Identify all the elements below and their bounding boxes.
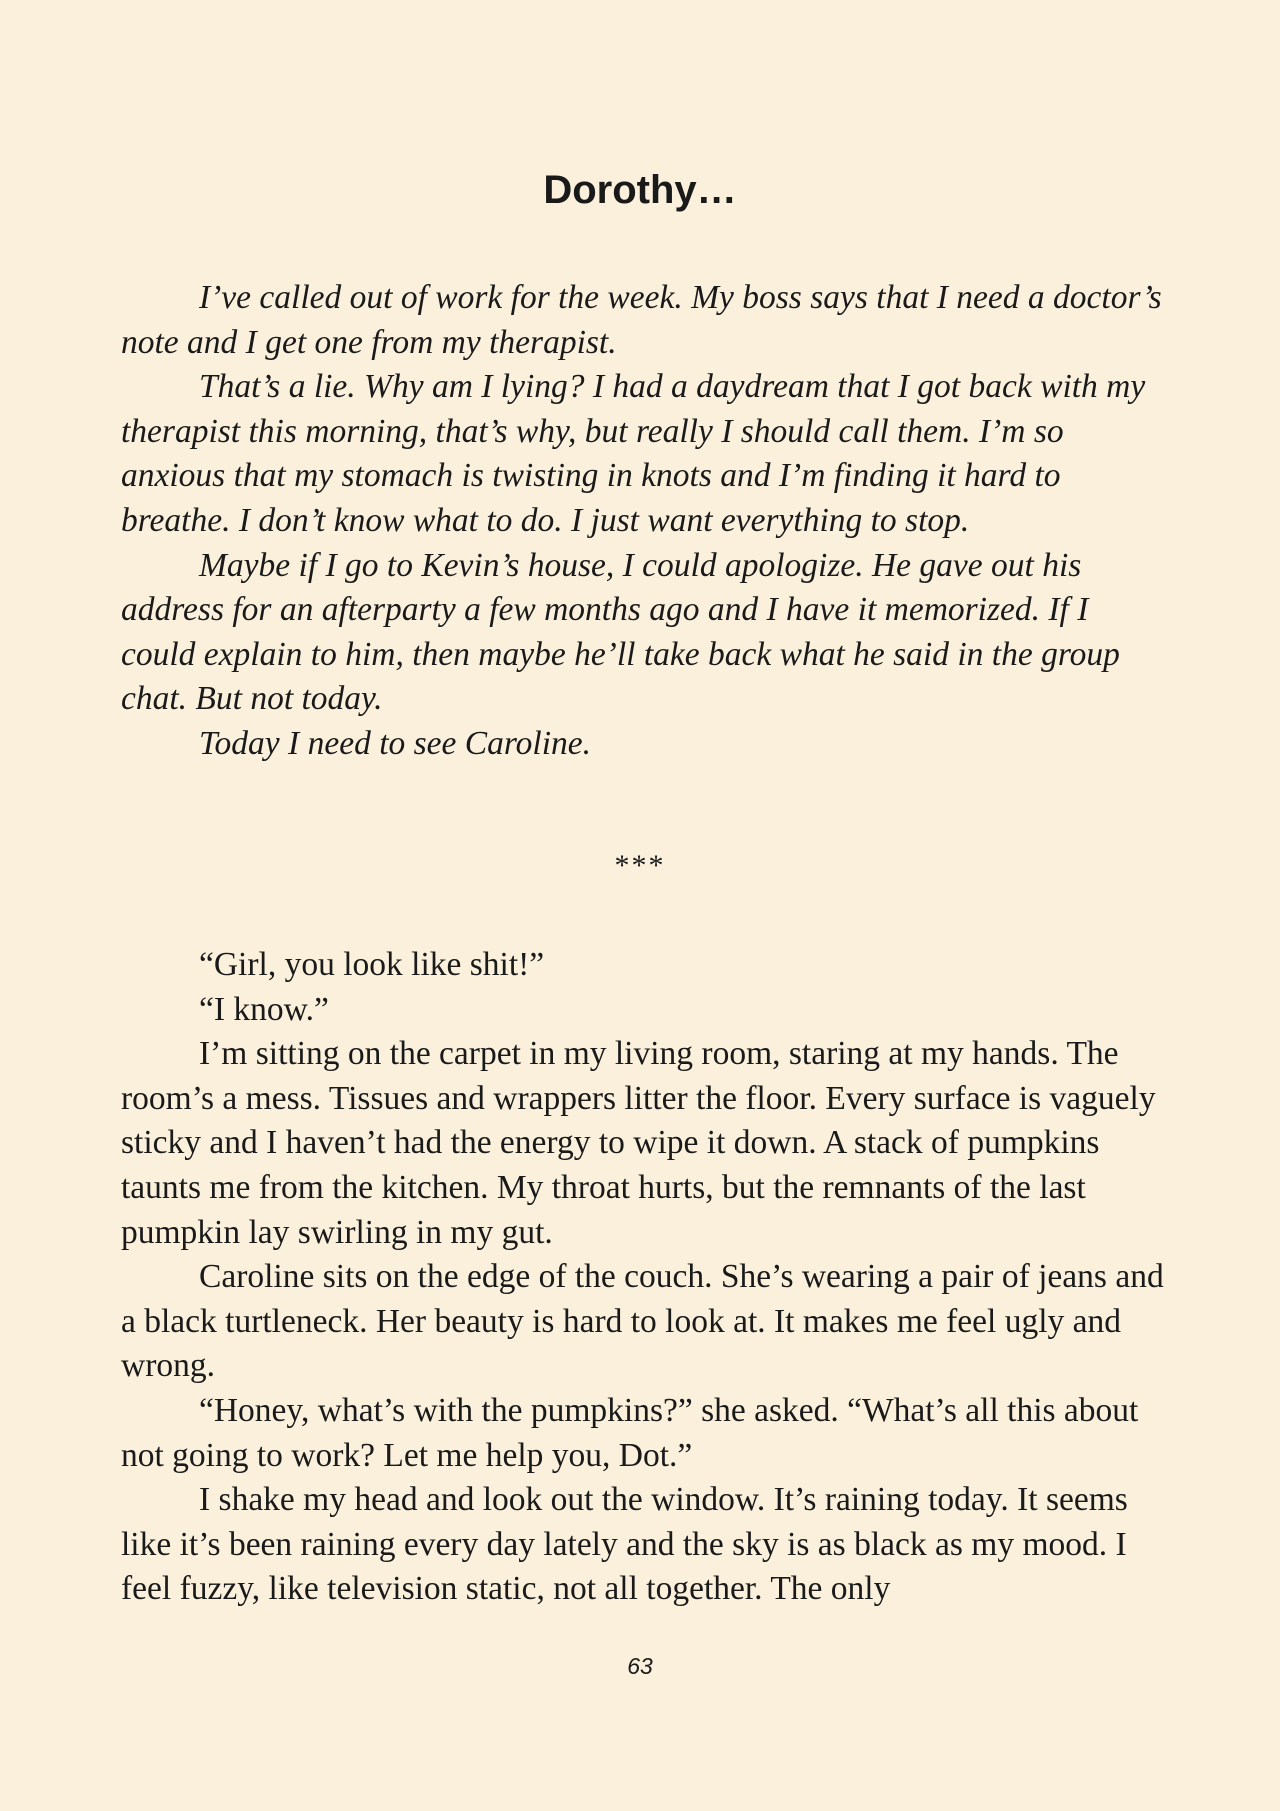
narrative-paragraph: I’m sitting on the carpet in my living room, staring at my hands. The room’s a mess. Tissues and wrappers litter the floor. Every surface is vaguely sticky and I haven’t had the energy to wipe it down. A stack of pumpkins taunts me from the kitchen. My throat hurts, but the remnants of the last pumpkin lay swirling in my gut. (121, 1035, 1156, 1251)
scene-break: *** (614, 849, 666, 882)
journal-paragraph: I’ve called out of work for the week. My boss says that I need a doctor’s note and I get one from my therapist. (121, 279, 1162, 361)
narrative-paragraph: “Girl, you look like shit!” (199, 946, 545, 983)
narrative-paragraph: “Honey, what’s with the pumpkins?” she asked. “What’s all this about not going to work? Let me help you, Dot.” (121, 1391, 1139, 1474)
journal-paragraph: Today I need to see Caroline. (199, 724, 592, 762)
journal-paragraph: That’s a lie. Why am I lying? I had a daydream that I got back with my therapist this morning, that’s why, but really I should call them. I’m so anxious that my stomach is twisting in knots and I’m finding it hard to breathe. I don’t know what to do. I just want everything to stop. (121, 368, 1146, 539)
narrative-paragraph: I shake my head and look out the window. It’s raining today. It seems like it’s been raining every day lately and the sky is as black as my mood. I feel fuzzy, like television static, not all together. The only (121, 1481, 1128, 1608)
journal-paragraph: Maybe if I go to Kevin’s house, I could apologize. He gave out his address for an afterparty a few months ago and I have it memorized. If I could explain to him, then maybe he’ll take back what he said in the group chat. But not today. (121, 546, 1120, 718)
narrative-section (121, 943, 1166, 1612)
narrative-paragraph: “I know.” (199, 990, 329, 1028)
narrative-paragraph: Caroline sits on the edge of the couch. She’s wearing a pair of jeans and a black turtleneck. Her beauty is hard to look at. It makes me feel ugly and wrong. (121, 1258, 1164, 1385)
page-number: 63 (627, 1653, 653, 1679)
chapter-title: Dorothy… (543, 168, 737, 212)
journal-entry-section (121, 276, 1166, 767)
